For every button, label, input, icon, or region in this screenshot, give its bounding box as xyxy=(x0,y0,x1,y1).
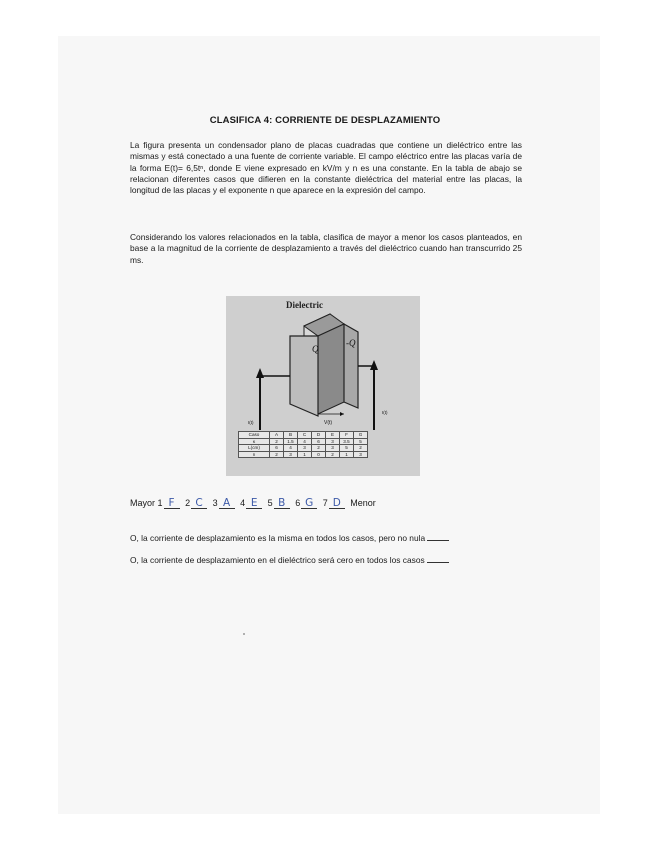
table-cell: 1 xyxy=(340,451,354,458)
option-same-nonzero-blank[interactable] xyxy=(427,540,449,541)
table-header: E xyxy=(326,432,340,439)
table-cell: 0 xyxy=(312,451,326,458)
table-cell: n xyxy=(239,451,270,458)
table-header: G xyxy=(354,432,368,439)
table-cell: 4 xyxy=(284,445,298,452)
option-zero-text: O, la corriente de desplazamiento en el dieléctrico será cero en todos los casos xyxy=(130,555,425,565)
table-cell: 6 xyxy=(312,438,326,445)
dielectric-label: Dielectric xyxy=(286,300,323,310)
table-cell: 5 xyxy=(354,438,368,445)
table-cell: 6 xyxy=(270,445,284,452)
table-header: Caso xyxy=(239,432,270,439)
cases-table xyxy=(238,431,368,458)
plus-q-label: Q xyxy=(312,344,319,354)
rank-answer-6[interactable]: G xyxy=(301,498,317,509)
right-plate xyxy=(344,324,358,408)
table-header: C xyxy=(298,432,312,439)
option-zero xyxy=(130,555,449,565)
option-zero-blank[interactable] xyxy=(427,562,449,563)
rank-answer-1[interactable]: F xyxy=(164,498,180,509)
page-title: CLASIFICA 4: CORRIENTE DE DESPLAZAMIENTO xyxy=(209,115,441,126)
table-row xyxy=(239,445,368,452)
right-current-label: I(t) xyxy=(382,410,388,415)
rank-answer-4[interactable]: E xyxy=(246,498,262,509)
table-row xyxy=(239,451,368,458)
instruction-paragraph: Considerando los valores relacionados en la tabla, clasifica de mayor a menor los casos planteados, en base a la magnitud de la corriente de desplazamiento a través del dieléctrico cuando han transcurrido 25 ms. xyxy=(130,232,522,265)
table-cell: κ xyxy=(239,438,270,445)
table-cell: 2 xyxy=(270,451,284,458)
ranking-prefix: Mayor xyxy=(130,498,156,508)
table-cell: L(cm) xyxy=(239,445,270,452)
table-cell: 3 xyxy=(354,451,368,458)
table-cell: 3 xyxy=(298,445,312,452)
dielectric-side-face xyxy=(318,324,344,414)
table-cell: 4 xyxy=(298,438,312,445)
minus-q-label: -Q xyxy=(346,338,356,348)
rank-answer-2[interactable]: C xyxy=(191,498,207,509)
capacitor-diagram xyxy=(226,296,420,434)
rank-answer-5[interactable]: B xyxy=(274,498,290,509)
voltage-label: V(t) xyxy=(324,420,333,426)
intro-paragraph: La figura presenta un condensador plano de placas cuadradas que contiene un dieléctrico entre las mismas y está conectado a una fuente de corriente variable. El campo eléctrico entre las placas varía de la forma E(t)= 6,5tⁿ, donde E viene expresado en kV/m y n es una constante. En la tabla de abajo se relacionan diferentes casos que difieren en la constante dieléctrica del material entre las placas, la longitud de las placas y el exponente n que aparece en la expresión del campo. xyxy=(130,140,522,196)
table-cell: 2 xyxy=(270,438,284,445)
table-row xyxy=(239,438,368,445)
table-header: F xyxy=(340,432,354,439)
table-cell: 2 xyxy=(354,445,368,452)
ranking-line: Mayor 1 F 2 C 3 A 4 E 5 B 6 G 7 D Menor xyxy=(130,497,376,509)
table-header: B xyxy=(284,432,298,439)
table-cell: 3.5 xyxy=(340,438,354,445)
option-same-nonzero-text: O, la corriente de desplazamiento es la misma en todos los casos, pero no nula xyxy=(130,533,426,543)
table-cell: 3 xyxy=(326,445,340,452)
left-current-label: I(t) xyxy=(248,420,254,425)
table-cell: 5 xyxy=(340,445,354,452)
table-cell: 3 xyxy=(284,451,298,458)
table-cell: 1 xyxy=(298,451,312,458)
table-cell: 2 xyxy=(326,451,340,458)
option-same-nonzero xyxy=(130,533,449,543)
rank-answer-7[interactable]: D xyxy=(329,498,345,509)
table-cell: 1.5 xyxy=(284,438,298,445)
table-cell: 3 xyxy=(326,438,340,445)
paper-speck xyxy=(243,633,245,635)
ranking-suffix: Menor xyxy=(350,498,376,508)
table-header: D xyxy=(312,432,326,439)
capacitor-figure xyxy=(226,296,420,476)
table-header-row xyxy=(239,432,368,439)
rank-answer-3[interactable]: A xyxy=(219,498,235,509)
voltage-arrow-head xyxy=(340,412,344,416)
table-header: A xyxy=(270,432,284,439)
right-current-arrow xyxy=(370,360,378,370)
table-cell: 2 xyxy=(312,445,326,452)
